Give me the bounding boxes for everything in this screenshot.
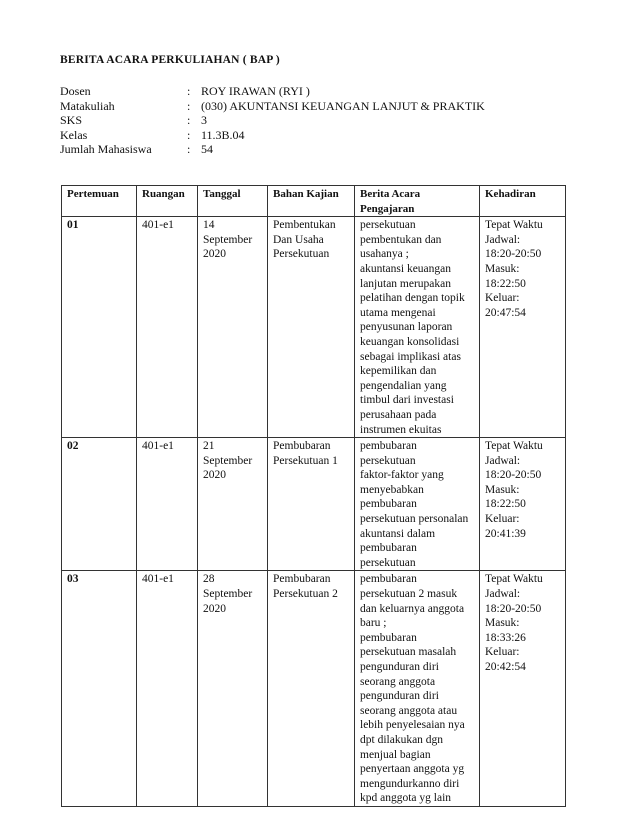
header-berita-acara: Berita Acara Pengajaran	[355, 186, 480, 217]
table-row	[62, 438, 566, 571]
cell-kehadiran: Tepat Waktu Jadwal: 18:20-20:50 Masuk: 18:22:50 Keluar: 20:41:39	[480, 438, 566, 571]
cell-kehadiran: Tepat Waktu Jadwal: 18:20-20:50 Masuk: 18:22:50 Keluar: 20:47:54	[480, 217, 566, 438]
cell-tanggal: 21 September 2020	[198, 438, 268, 571]
cell-berita-acara: pembubaran persekutuan faktor-faktor yang menyebabkan pembubaran persekutuan personalan akuntansi dalam pembubaran persekutuan	[355, 438, 480, 571]
info-colon: :	[187, 142, 191, 156]
info-value: (030) AKUNTANSI KEUANGAN LANJUT & PRAKTIK	[201, 98, 485, 113]
info-colon: :	[187, 84, 191, 98]
header-ruangan: Ruangan	[137, 186, 198, 217]
cell-pertemuan: 01	[62, 217, 137, 438]
info-colon: :	[187, 127, 191, 142]
header-pertemuan: Pertemuan	[62, 186, 137, 217]
header-kehadiran: Kehadiran	[480, 186, 566, 217]
header-bahan-kajian: Bahan Kajian	[268, 186, 355, 217]
document-title: BERITA ACARA PERKULIAHAN ( BAP )	[60, 54, 280, 66]
info-value: 3	[201, 113, 207, 127]
cell-berita-acara: persekutuan pembentukan dan usahanya ; akuntansi keuangan lanjutan merupakan pelatihan dengan topik utama mengenai penyusunan laporan keuangan konsolidasi sebagai implikasi atas kepemilikan dan pengendalian yang timbul dari investasi perusahaan pada instrumen ekuitas	[355, 217, 480, 438]
cell-bahan-kajian: Pembentukan Dan Usaha Persekutuan	[268, 217, 355, 438]
info-label: Dosen	[60, 84, 91, 98]
cell-kehadiran: Tepat Waktu Jadwal: 18:20-20:50 Masuk: 18:33:26 Keluar: 20:42:54	[480, 571, 566, 807]
info-colon: :	[187, 98, 191, 113]
cell-bahan-kajian: Pembubaran Persekutuan 1	[268, 438, 355, 571]
cell-ruangan: 401-e1	[137, 571, 198, 807]
cell-tanggal: 28 September 2020	[198, 571, 268, 807]
cell-ruangan: 401-e1	[137, 438, 198, 571]
cell-ruangan: 401-e1	[137, 217, 198, 438]
header-tanggal: Tanggal	[198, 186, 268, 217]
cell-tanggal: 14 September 2020	[198, 217, 268, 438]
info-value: 11.3B.04	[201, 127, 245, 142]
info-label: Kelas	[60, 127, 88, 142]
table-row	[62, 217, 566, 438]
info-colon: :	[187, 113, 191, 127]
info-label: Matakuliah	[60, 98, 115, 113]
table-row	[62, 571, 566, 807]
cell-pertemuan: 02	[62, 438, 137, 571]
bap-table	[61, 185, 566, 807]
cell-berita-acara: pembubaran persekutuan 2 masuk dan keluarnya anggota baru ; pembubaran persekutuan masalah pengunduran diri seorang anggota pengunduran diri seorang anggota atau lebih penyelesaian nya dpt dilakukan dgn menjual bagian penyertaan anggota yg mengundurkanno diri kpd anggota yg lain	[355, 571, 480, 807]
cell-bahan-kajian: Pembubaran Persekutuan 2	[268, 571, 355, 807]
info-value: 54	[201, 142, 213, 156]
info-label: Jumlah Mahasiswa	[60, 142, 152, 156]
info-label: SKS	[60, 113, 83, 127]
info-value: ROY IRAWAN (RYI )	[201, 84, 310, 98]
table-header-row	[62, 186, 566, 217]
cell-pertemuan: 03	[62, 571, 137, 807]
